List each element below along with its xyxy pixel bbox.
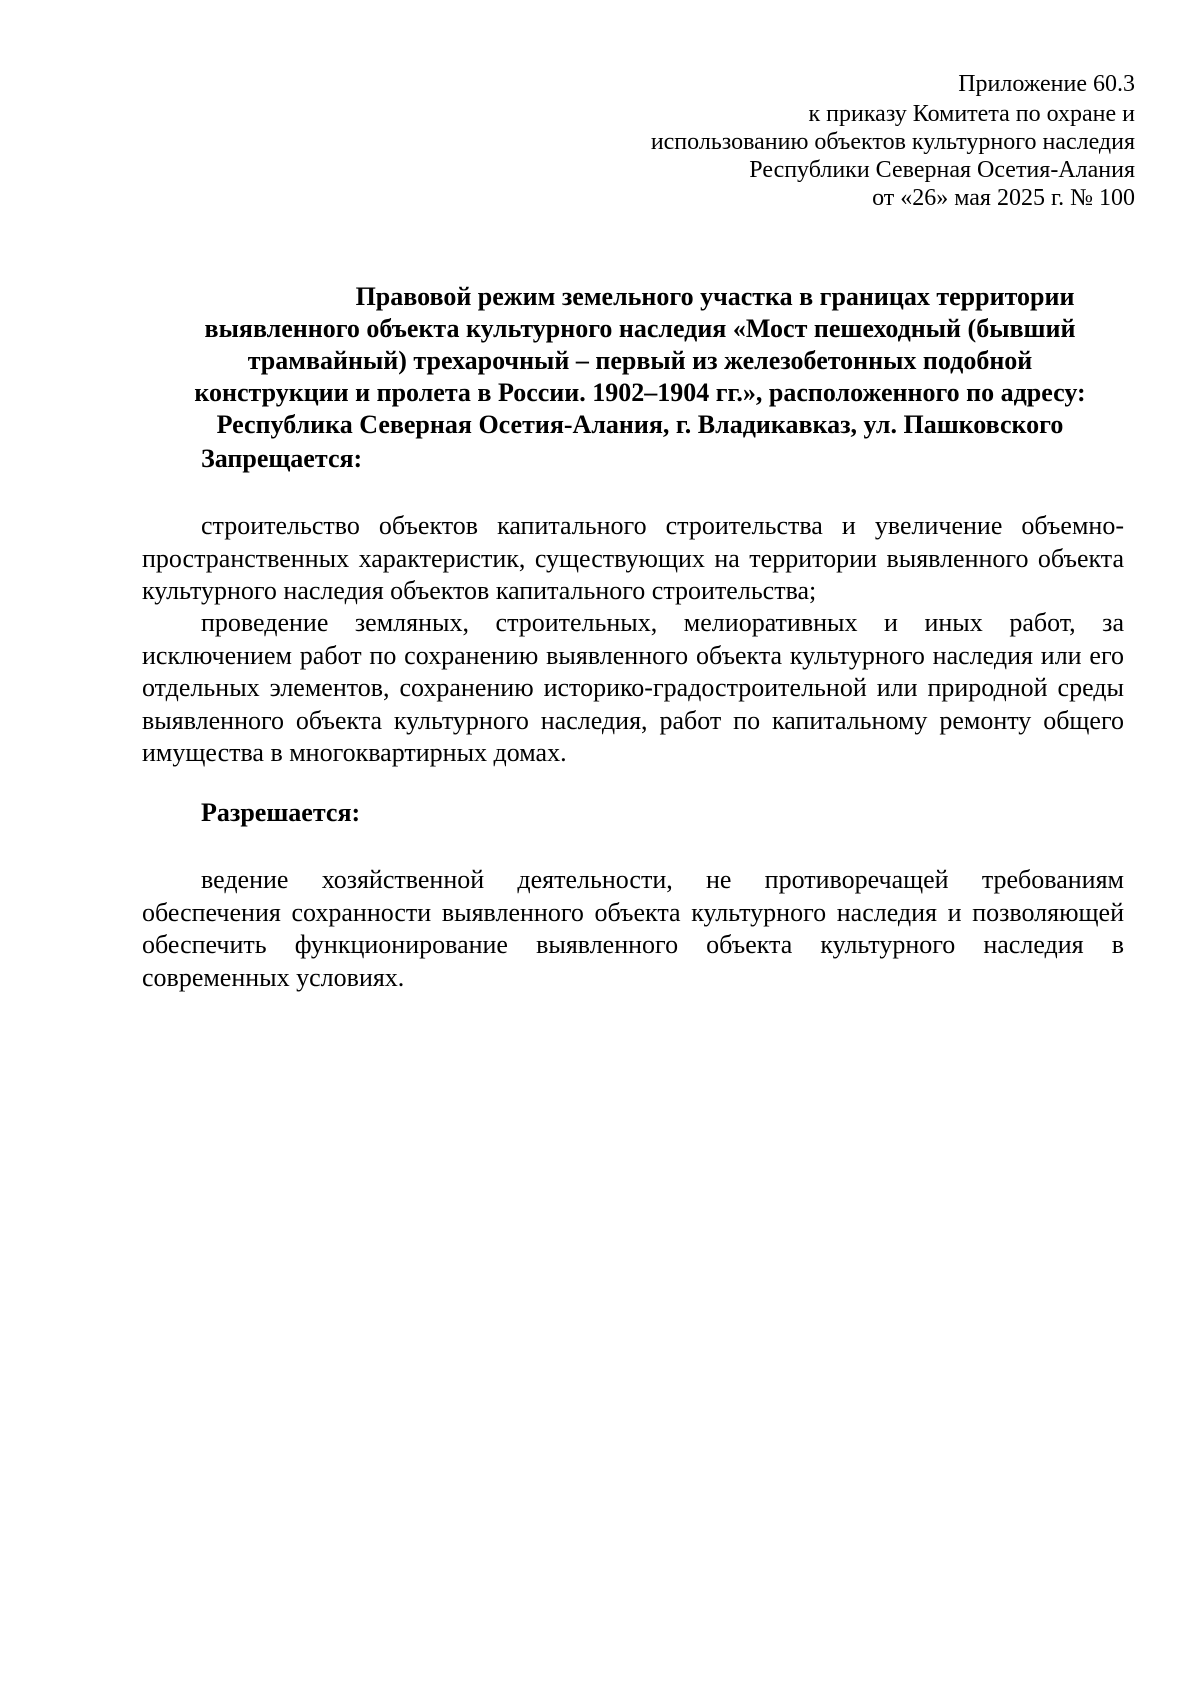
title-line: Республика Северная Осетия-Алания, г. Владикавказ, ул. Пашковского: [216, 410, 1064, 439]
prohibited-heading: Запрещается:: [201, 444, 363, 473]
appendix-block: [435, 70, 1135, 212]
appendix-line: к приказу Комитета по охране и: [808, 101, 1135, 127]
title-line: трамвайный) трехарочный – первый из железобетонных подобной: [247, 346, 1033, 375]
appendix-title: Приложение 60.3: [958, 71, 1135, 97]
title-line: конструкции и пролета в России. 1902–1904 гг.», расположенного по адресу:: [194, 378, 1086, 407]
prohibited-item: проведение земляных, строительных, мелиоративных и иных работ, за исключением работ по сохранению выявленного объекта культурного наследия или его отдельных элементов, сохранению историко-градостроительной или природной среды выявленного объекта культурного наследия, работ по капитальному ремонту общего имущества в многоквартирных домах.: [142, 608, 1124, 767]
title-line: выявленного объекта культурного наследия «Мост пешеходный (бывший: [204, 314, 1076, 343]
prohibited-item: строительство объектов капитального строительства и увеличение объемно-пространственных характеристик, существующих на территории выявленного объекта культурного наследия объектов капитального строительства;: [142, 511, 1124, 605]
title-line: Правовой режим земельного участка в границах территории: [355, 282, 1075, 311]
appendix-line: Республики Северная Осетия-Алания: [749, 157, 1135, 183]
allowed-heading: Разрешается:: [201, 798, 361, 827]
allowed-item: ведение хозяйственной деятельности, не противоречащей требованиям обеспечения сохранности выявленного объекта культурного наследия и позволяющей обеспечить функционирование выявленного объекта культурного наследия в современных условиях.: [142, 865, 1124, 992]
document-title: [140, 281, 1140, 441]
appendix-line: использованию объектов культурного наследия: [650, 129, 1135, 155]
appendix-line: от «26» мая 2025 г. № 100: [872, 185, 1135, 211]
